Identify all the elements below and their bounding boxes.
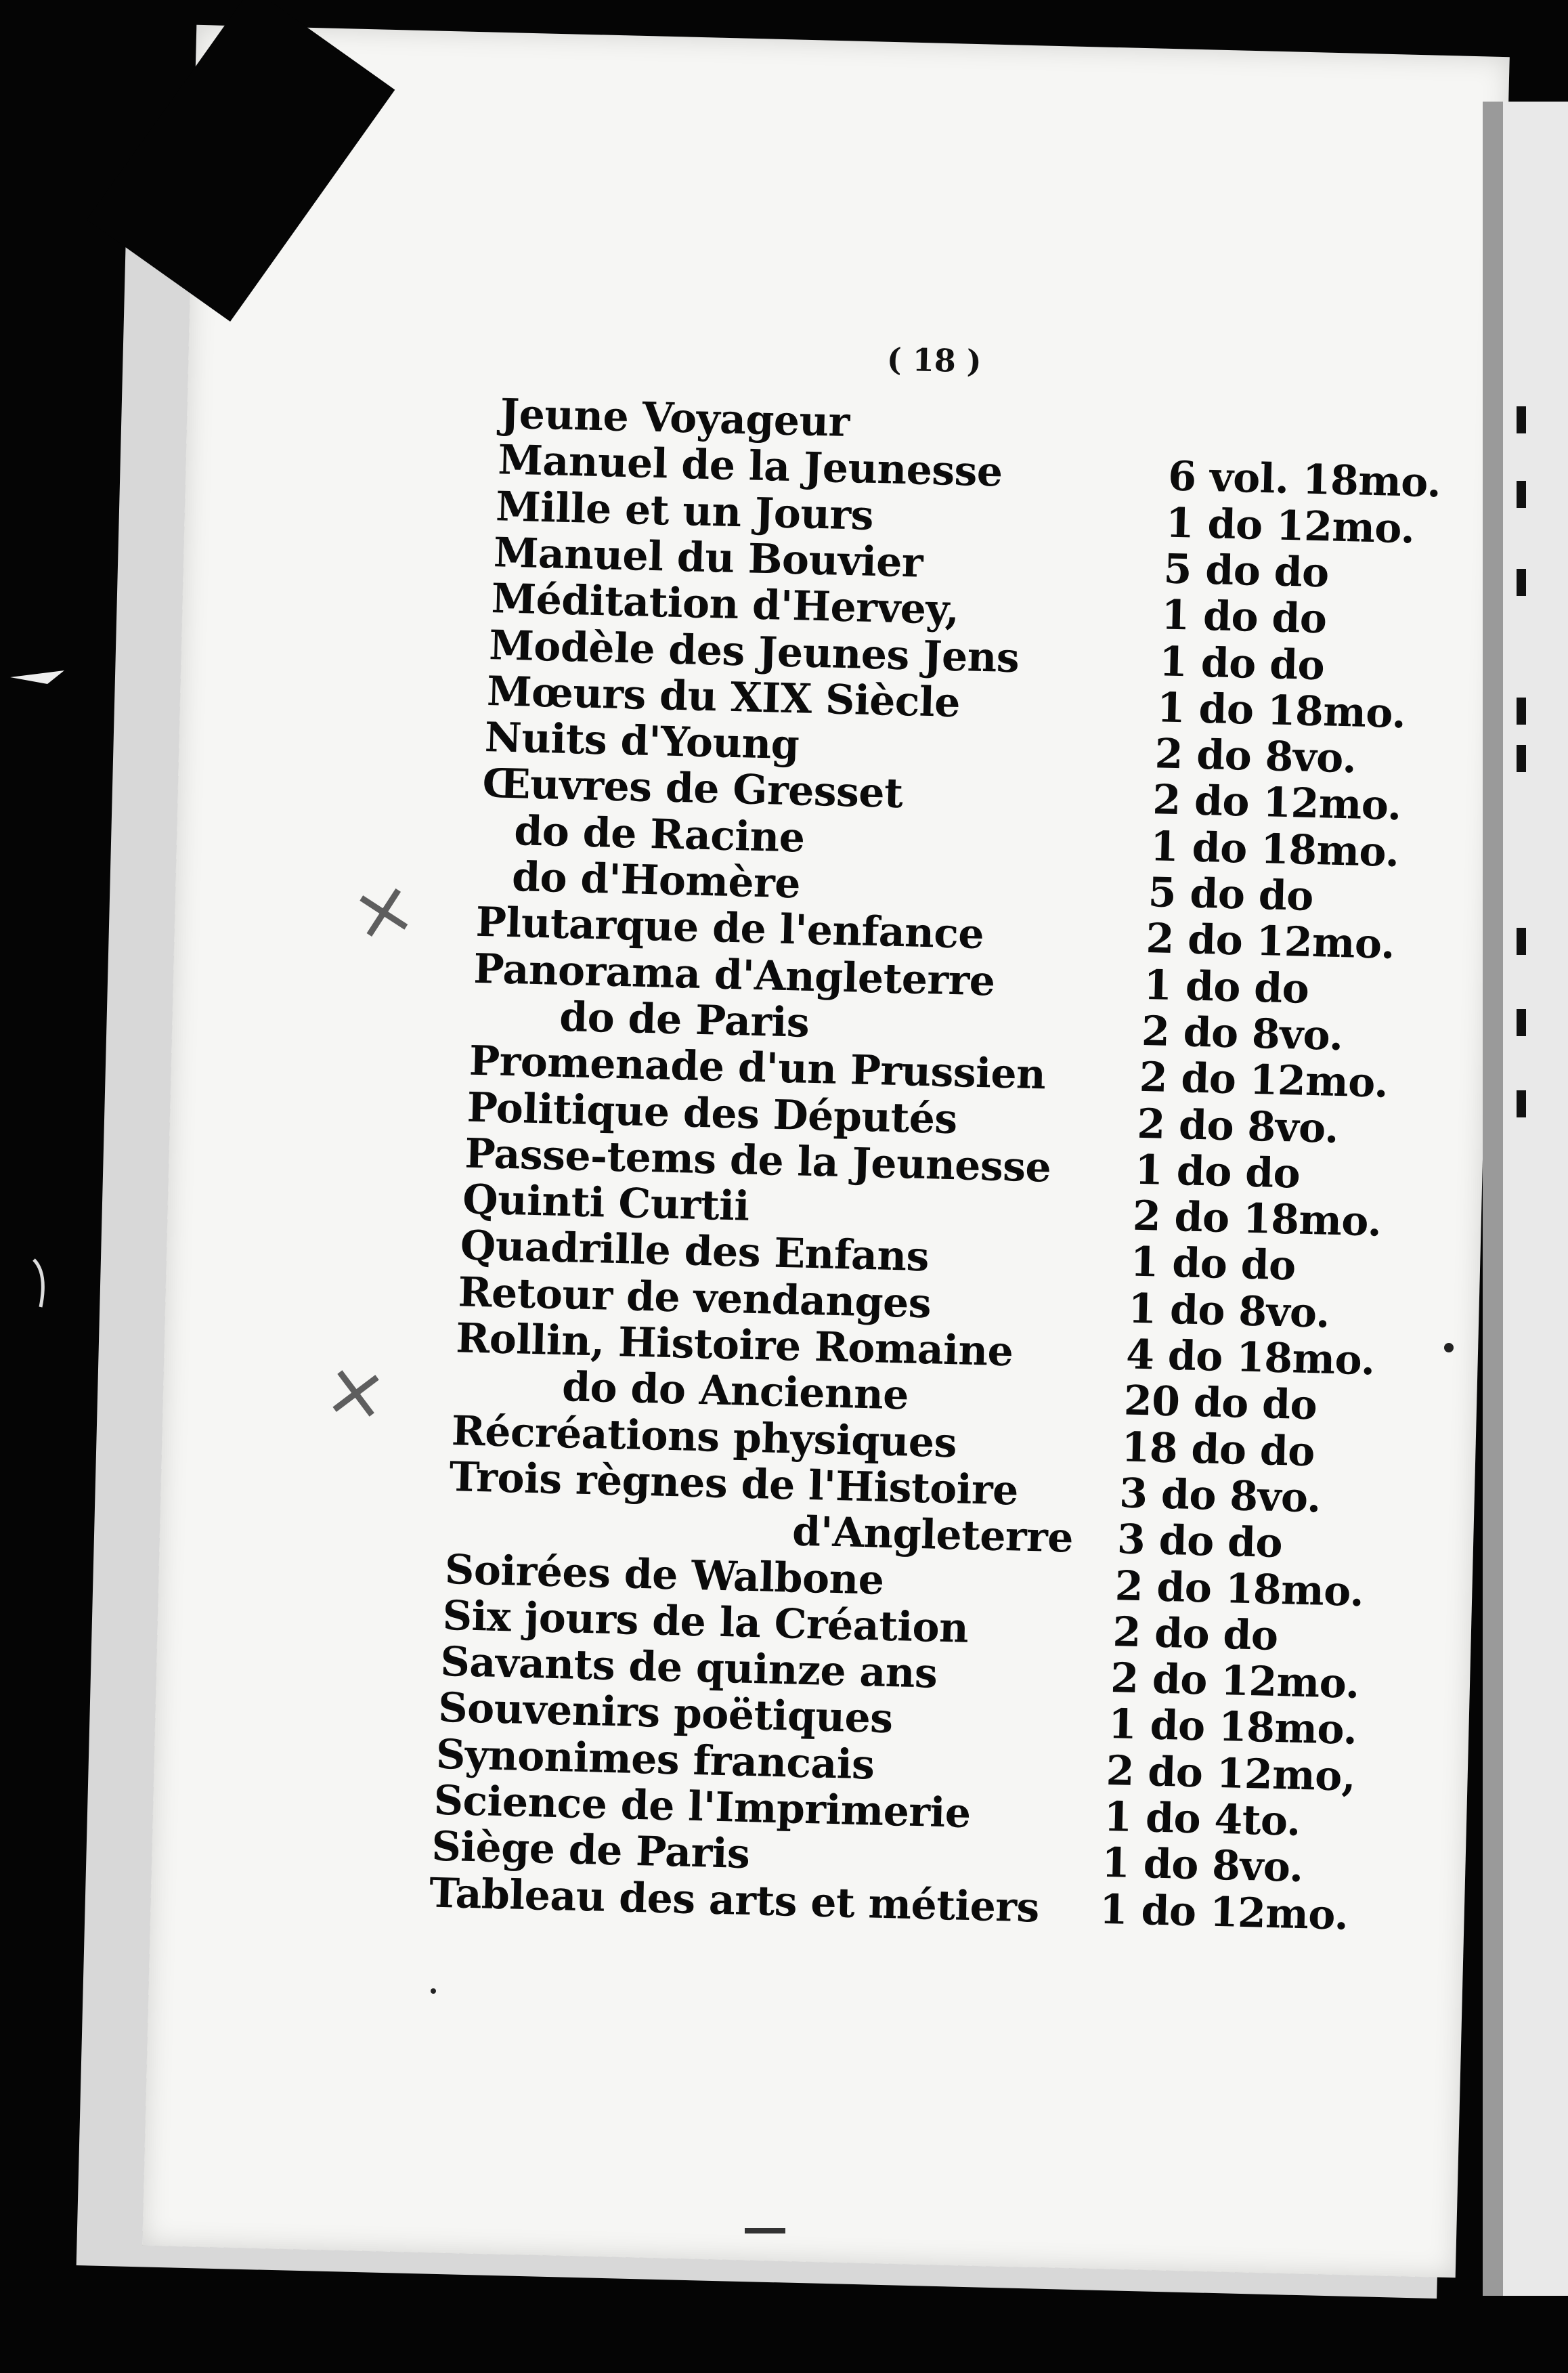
entry-title: Manuel de la Jeunesse xyxy=(497,436,1003,496)
entry-volumes-format: 2 do 12mo. xyxy=(1110,1654,1360,1709)
entry-volumes-format: 2 do 12mo. xyxy=(1138,1053,1389,1107)
entry-volumes-format: 1 do 18mo. xyxy=(1150,822,1400,876)
entry-title: Tableau des arts et métiers xyxy=(429,1869,1040,1932)
entry-volumes-format: 1 do 8vo. xyxy=(1101,1839,1304,1892)
entry-volumes-format: 2 do 8vo. xyxy=(1141,1007,1344,1060)
entry-title: Œuvres de Gresset xyxy=(481,760,904,818)
entry-volumes-format: 2 do 12mo, xyxy=(1105,1747,1356,1801)
pen-cross-mark: × xyxy=(319,1344,393,1438)
entry-volumes-format: 2 do 12mo. xyxy=(1145,915,1395,969)
entry-title: Récréations physiques xyxy=(451,1407,957,1467)
entry-title: d'Angleterre xyxy=(791,1508,1074,1562)
entry-volumes-format: 2 do do xyxy=(1112,1608,1279,1660)
entry-title: Synonimes francais xyxy=(435,1730,875,1789)
entry-volumes-format: 3 do do xyxy=(1116,1516,1283,1568)
entry-volumes-format: 3 do 8vo. xyxy=(1118,1470,1322,1522)
entry-title: Souvenirs poëtiques xyxy=(437,1684,894,1743)
entry-title: Six jours de la Création xyxy=(442,1591,970,1652)
entry-title: do de Paris xyxy=(559,993,810,1047)
entry-title: Panorama d'Angleterre xyxy=(473,945,996,1006)
entry-title: Retour de vendanges xyxy=(457,1268,932,1328)
entry-volumes-format: 5 do do xyxy=(1148,869,1314,920)
entry-volumes-format: 18 do do xyxy=(1120,1423,1315,1476)
entry-title: Quinti Curtii xyxy=(462,1176,750,1231)
entry-volumes-format: 1 do do xyxy=(1129,1238,1297,1290)
entry-volumes-format: 1 do do xyxy=(1158,637,1326,689)
entry-title: Plutarque de l'enfance xyxy=(475,899,984,959)
entry-volumes-format: 1 do do xyxy=(1160,591,1328,643)
entry-volumes-format: 6 vol. 18mo. xyxy=(1167,452,1441,507)
entry-title: Jeune Voyageur xyxy=(500,390,850,447)
entry-volumes-format: 2 do 12mo. xyxy=(1152,776,1402,830)
entry-volumes-format: 2 do 18mo. xyxy=(1114,1562,1364,1616)
entry-volumes-format: 1 do 8vo. xyxy=(1127,1285,1330,1338)
entry-title: Méditation d'Hervey, xyxy=(490,575,960,635)
entry-volumes-format: 1 do 12mo. xyxy=(1099,1885,1349,1940)
entry-title: Rollin, Histoire Romaine xyxy=(455,1314,1014,1376)
entry-volumes-format: 20 do do xyxy=(1123,1377,1317,1430)
entry-title: Soirées de Walbone xyxy=(444,1545,885,1604)
pen-cross-mark: × xyxy=(343,861,423,960)
entry-volumes-format: 1 do 12mo. xyxy=(1165,499,1416,553)
entry-volumes-format: 1 do do xyxy=(1134,1146,1301,1198)
entry-title: Nuits d'Young xyxy=(484,714,800,769)
entry-title: do de Racine xyxy=(513,807,806,862)
entry-title: Promenade d'un Prussien xyxy=(469,1037,1047,1099)
entry-volumes-format: 1 do 18mo. xyxy=(1156,684,1407,738)
entry-title: Manuel du Bouvier xyxy=(493,529,923,587)
entry-volumes-format: 5 do do xyxy=(1162,545,1330,597)
entry-title: Mille et un Jours xyxy=(495,482,874,540)
entry-volumes-format: 2 do 18mo. xyxy=(1132,1192,1382,1246)
entry-title: do d'Homère xyxy=(511,853,801,908)
entry-title: Modèle des Jeunes Jens xyxy=(488,621,1020,682)
entry-title: Politique des Députés xyxy=(466,1084,958,1143)
entry-volumes-format: 1 do do xyxy=(1143,961,1310,1013)
entry-title: Mœurs du XIX Siècle xyxy=(486,667,961,727)
entry-volumes-format: 2 do 8vo. xyxy=(1136,1100,1339,1153)
entry-title: Siège de Paris xyxy=(431,1822,751,1879)
entry-title: Trois règnes de l'Histoire xyxy=(448,1453,1019,1515)
entry-title: Science de l'Imprimerie xyxy=(433,1776,972,1838)
page-number: ( 18 ) xyxy=(886,341,982,380)
entry-volumes-format: 1 do 4to. xyxy=(1103,1793,1301,1845)
entry-volumes-format: 1 do 18mo. xyxy=(1108,1701,1358,1755)
entry-title: Passe-tems de la Jeunesse xyxy=(464,1130,1052,1192)
entry-title: Savants de quinze ans xyxy=(439,1638,938,1698)
entry-volumes-format: 4 do 18mo. xyxy=(1125,1331,1376,1385)
entry-title: do do Ancienne xyxy=(561,1363,909,1419)
entry-volumes-format: 2 do 8vo. xyxy=(1154,730,1357,783)
entry-title: Quadrille des Enfans xyxy=(460,1222,930,1281)
